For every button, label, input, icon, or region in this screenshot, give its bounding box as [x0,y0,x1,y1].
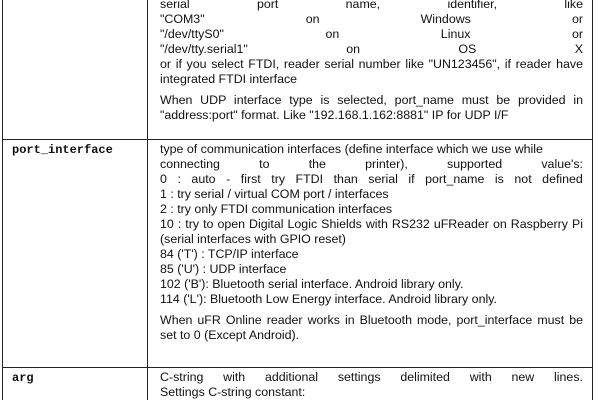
word: with [223,370,246,384]
word: identifier, [447,0,498,11]
parameter-description-cell [148,368,593,400]
word: on [325,27,340,41]
word: additional [264,370,319,384]
description-note: When UDP interface type is selected, port_name must be provided in "address:port" format. Like "192.168.1.162:8881" IP for UDP I/F [160,93,583,122]
description-note: When uFR Online reader works in Bluetooth mode, port_interface must be set to 0 (Except Android). [160,313,583,342]
justified-line [160,42,583,57]
word: Windows [420,12,471,26]
word: with [469,370,492,384]
table-row [3,140,593,368]
word: delimited [400,370,450,384]
list-item: 102 ('B'): Bluetooth serial interface. Android library only. [160,277,464,291]
parameter-description-cell [148,0,593,140]
description-text: Settings C-string constant: [160,385,306,399]
word: printer), [365,157,408,171]
list-item: 114 ('L'): Bluetooth Low Energy interface. Android library only. [160,292,497,306]
list-item: 84 ('T') : TCP/IP interface [160,247,299,261]
justified-line [160,157,583,172]
parameter-name-cell [3,0,148,140]
word: port [256,0,279,11]
value-list [160,187,583,307]
word: like [564,0,583,11]
description-text: type of communication interfaces (define interface which we use while [160,142,543,156]
justified-line [160,172,583,187]
word: name, [345,0,381,11]
word: new [511,370,535,384]
word: serial [368,172,398,186]
word: "/dev/tty.serial1" [160,42,248,56]
word: X [574,42,583,56]
list-item: 1 : try serial / virtual COM port / interfaces [160,187,389,201]
word: Linux [440,27,471,41]
word: connecting [160,157,220,171]
word: on [346,42,360,56]
word: value's: [541,157,583,171]
list-item: 10 : try to open Digital Logic Shields with RS232 uFReader on Raspberry Pi (serial interfaces with GPIO reset) [160,217,583,246]
justified-line [160,370,583,385]
word: 0 [160,172,167,186]
word: - [226,172,231,186]
word: to [259,157,270,171]
word: auto [191,172,216,186]
word: defined [542,172,583,186]
word: C-string [160,370,204,384]
word: "COM3" [160,12,205,26]
word: on [305,12,320,26]
word: OS [458,42,477,56]
parameters-table [2,0,593,400]
word: the [308,157,326,171]
word: port_name [425,172,485,186]
word: settings [337,370,381,384]
word: : [177,172,181,186]
table-row [3,0,593,140]
word: or [571,12,583,26]
table-row [3,368,593,400]
word: supported [447,157,503,171]
word: is [494,172,504,186]
word: if [408,172,415,186]
justified-line [160,12,583,27]
parameter-name-cell: arg [3,368,148,400]
word: not [514,172,532,186]
word: than [333,172,358,186]
word: try [271,172,286,186]
justified-line [160,0,583,12]
justified-line [160,27,583,42]
word: FTDI [295,172,324,186]
word: first [240,172,261,186]
description-text: or if you select FTDI, reader serial number like "UN123456", if reader have integrated FTDI interface [160,57,583,86]
word: "/dev/ttyS0" [160,27,224,41]
parameter-description-cell [148,140,593,368]
word: or [571,27,583,41]
list-item: 85 ('U') : UDP interface [160,262,287,276]
list-item: 2 : try only FTDI communication interfaces [160,202,393,216]
parameter-name-cell: port_interface [3,140,148,368]
word: lines. [554,370,583,384]
word: serial [160,0,190,11]
